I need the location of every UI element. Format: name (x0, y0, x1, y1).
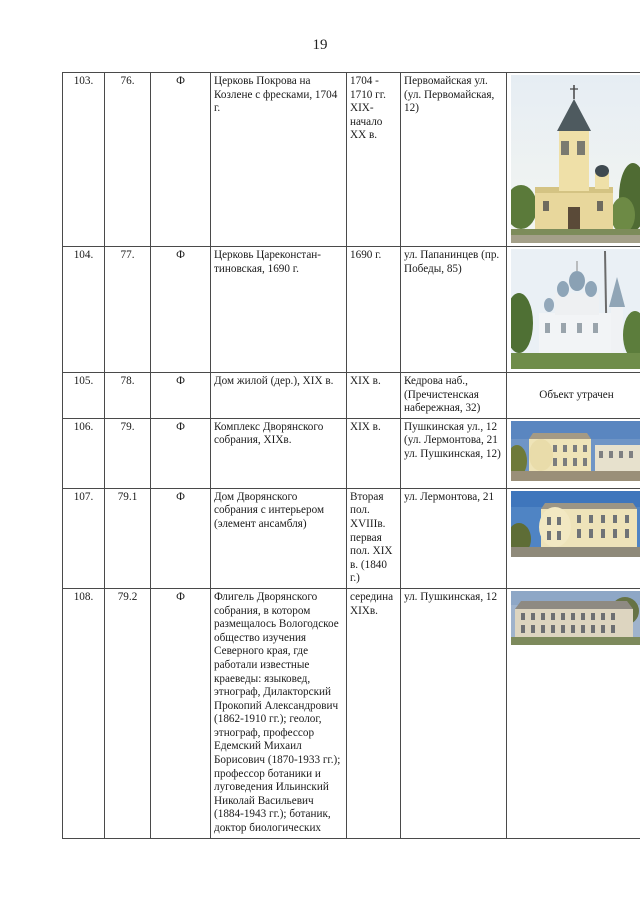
object-name: Церковь Покрова на Козлене с фресками, 1704 г. (211, 73, 347, 247)
row-category: Ф (151, 73, 211, 247)
object-date: 1704 - 1710 гг. XIX- начало XX в. (347, 73, 401, 247)
table-row (63, 73, 640, 247)
object-name: Церковь Цареконстан- тиновская, 1690 г. (211, 247, 347, 373)
row-subnumber: 77. (105, 247, 151, 373)
object-photo-cell (507, 588, 640, 838)
object-address: Кедрова наб., (Пречистенская набережная, 32) (401, 373, 507, 419)
object-name: Флигель Дворянского собрания, в котором размещалось Вологодское общество изучения Северного края, где работали известные краеведы: языковед, этнограф, Дилакторский Прокопий Александрович (1862-1910 гг.); геолог, этнограф, профессор Едемский Михаил Борисович (1870-1933 гг.); профессор ботаники и луговедения Ильинский Николай Васильевич (1884-1943 гг.); ботаник, доктор биологических (211, 588, 347, 838)
row-category: Ф (151, 588, 211, 838)
object-date: XIX в. (347, 373, 401, 419)
object-date: середина XIXв. (347, 588, 401, 838)
object-status-cell (507, 373, 640, 419)
object-address: ул. Пушкинская, 12 (401, 588, 507, 838)
object-address: Пушкинская ул., 12 (ул. Лермонтова, 21 ул. Пушкинская, 12) (401, 418, 507, 488)
object-address: Первомайская ул. (ул. Первомайская, 12) (401, 73, 507, 247)
object-photo-cell (507, 73, 640, 247)
row-subnumber: 76. (105, 73, 151, 247)
object-date: 1690 г. (347, 247, 401, 373)
object-photo-cell (507, 247, 640, 373)
object-date: XIX в. (347, 418, 401, 488)
row-category: Ф (151, 373, 211, 419)
object-date: Вторая пол. XVIIIв. первая пол. XIX в. (1840 г.) (347, 488, 401, 588)
annex-building-photo (511, 591, 640, 645)
object-address: ул. Лермонтова, 21 (401, 488, 507, 588)
table-row (63, 588, 640, 838)
row-number: 104. (63, 247, 105, 373)
row-number: 107. (63, 488, 105, 588)
row-number: 106. (63, 418, 105, 488)
noble-assembly-house-photo (511, 491, 640, 557)
table-row (63, 373, 640, 419)
object-lost-status: Объект утрачен (539, 388, 614, 401)
table-row (63, 247, 640, 373)
row-subnumber: 78. (105, 373, 151, 419)
object-name: Комплекс Дворянского собрания, XIXв. (211, 418, 347, 488)
object-name: Дом Дворянского собрания с интерьером (элемент ансамбля) (211, 488, 347, 588)
table-row (63, 418, 640, 488)
row-category: Ф (151, 418, 211, 488)
row-number: 103. (63, 73, 105, 247)
object-name: Дом жилой (дер.), XIX в. (211, 373, 347, 419)
row-category: Ф (151, 488, 211, 588)
row-category: Ф (151, 247, 211, 373)
object-photo-cell (507, 488, 640, 588)
church-pokrov-photo (511, 75, 640, 243)
row-subnumber: 79.2 (105, 588, 151, 838)
row-number: 105. (63, 373, 105, 419)
row-number: 108. (63, 588, 105, 838)
noble-assembly-complex-photo (511, 421, 640, 481)
row-subnumber: 79. (105, 418, 151, 488)
page-number: 19 (312, 37, 328, 53)
church-tsarekonstantin-photo (511, 249, 640, 369)
table-row (63, 488, 640, 588)
object-photo-cell (507, 418, 640, 488)
row-subnumber: 79.1 (105, 488, 151, 588)
object-address: ул. Папанинцев (пр. Победы, 85) (401, 247, 507, 373)
monuments-table (62, 72, 640, 839)
